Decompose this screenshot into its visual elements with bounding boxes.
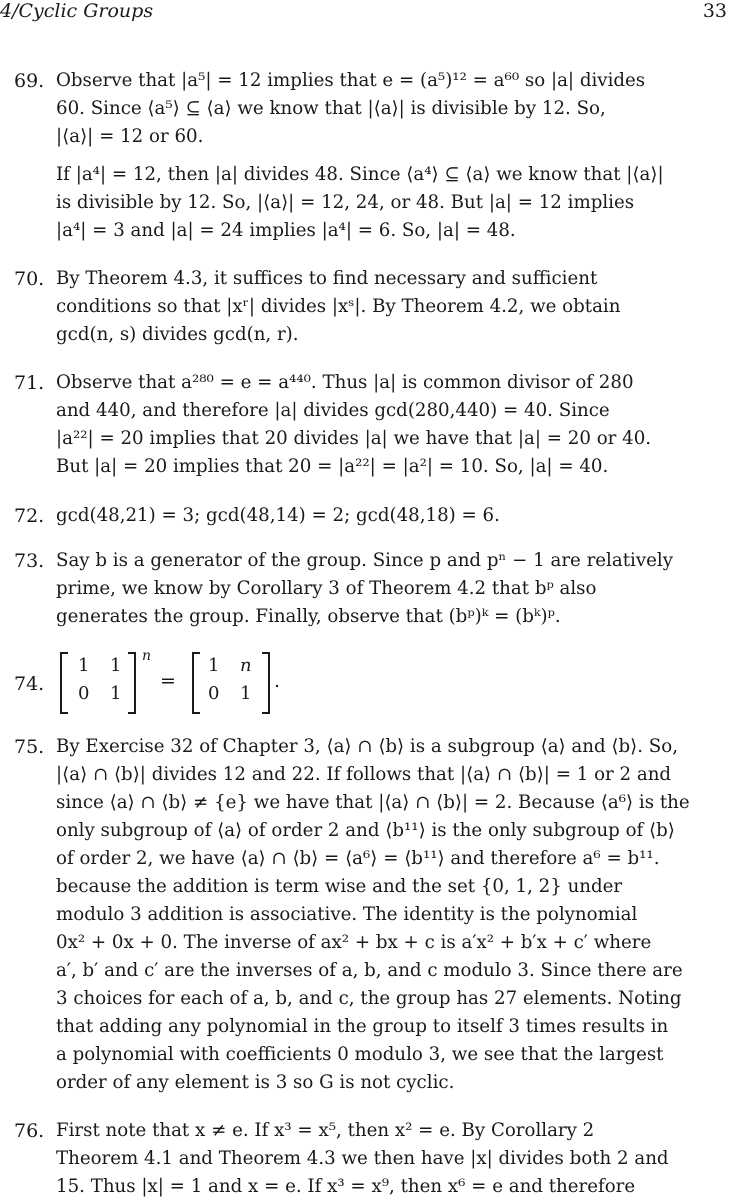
text-line: only subgroup of ⟨a⟩ of order 2 and ⟨b¹¹⟩ is the only subgroup of ⟨b⟩ [56, 820, 675, 841]
text-line: 15. Thus |x| = 1 and x = e. If x³ = x⁹, then x⁶ = e and therefore [56, 1176, 636, 1197]
text-line: conditions so that |xʳ| divides |xˢ|. By Theorem 4.2, we obtain [56, 296, 621, 317]
matrix-cell: 0 [78, 683, 90, 704]
exercise-number: 70. [14, 268, 45, 290]
text-line: because the addition is term wise and the set {0, 1, 2} under [56, 876, 623, 897]
text-line: Observe that |a⁵| = 12 implies that e = (a⁵)¹² = a⁶⁰ so |a| divides [56, 70, 646, 91]
text-line: 3 choices for each of a, b, and c, the group has 27 elements. Noting [56, 988, 682, 1009]
text-line: order of any element is 3 so G is not cyclic. [56, 1072, 455, 1093]
text-line: |a⁴| = 3 and |a| = 24 implies |a⁴| = 6. So, |a| = 48. [56, 220, 516, 241]
right-bracket [128, 652, 136, 714]
exercise-number: 73. [14, 550, 45, 572]
matrix-cell: 1 [110, 683, 122, 704]
text-line: But |a| = 20 implies that 20 = |a²²| = |a²| = 10. So, |a| = 40. [56, 456, 609, 477]
exercise-74 [0, 648, 729, 722]
matrix-cell: 1 [208, 655, 220, 676]
right-bracket [262, 652, 270, 714]
left-bracket [60, 652, 68, 714]
text-line: and 440, and therefore |a| divides gcd(280,440) = 40. Since [56, 400, 610, 421]
exercise-number: 76. [14, 1120, 45, 1142]
exercise-number: 69. [14, 70, 45, 92]
right-matrix [192, 652, 270, 712]
text-line: since ⟨a⟩ ∩ ⟨b⟩ ≠ {e} we have that |⟨a⟩ ∩ ⟨b⟩| = 2. Because ⟨a⁶⟩ is the [56, 792, 690, 813]
exercise-number: 74. [14, 673, 45, 695]
text-line: a polynomial with coefficients 0 modulo 3, we see that the largest [56, 1044, 664, 1065]
text-line: a′, b′ and c′ are the inverses of a, b, and c modulo 3. Since there are [56, 960, 683, 981]
text-line: |⟨a⟩ ∩ ⟨b⟩| divides 12 and 22. If follows that |⟨a⟩ ∩ ⟨b⟩| = 1 or 2 and [56, 764, 672, 785]
text-line: prime, we know by Corollary 3 of Theorem 4.2 that bᵖ also [56, 578, 597, 599]
text-line: modulo 3 addition is associative. The identity is the polynomial [56, 904, 638, 925]
exercise-number: 72. [14, 505, 45, 527]
matrix-cell: 1 [78, 655, 90, 676]
matrix-cell: 0 [208, 683, 220, 704]
text-line: generates the group. Finally, observe that (bᵖ)ᵏ = (bᵏ)ᵖ. [56, 606, 561, 627]
page-header [0, 0, 729, 26]
equals-sign: = [160, 670, 176, 692]
exercise-number: 71. [14, 372, 45, 394]
matrix-exponent: n [142, 648, 152, 664]
left-bracket [192, 652, 200, 714]
text-line: gcd(48,21) = 3; gcd(48,14) = 2; gcd(48,18) = 6. [56, 505, 500, 526]
text-line: gcd(n, s) divides gcd(n, r). [56, 324, 299, 345]
text-line: First note that x ≠ e. If x³ = x⁵, then x² = e. By Corollary 2 [56, 1120, 595, 1141]
text-line: 0x² + 0x + 0. The inverse of ax² + bx + c is a′x² + b′x + c′ where [56, 932, 652, 953]
text-line: By Exercise 32 of Chapter 3, ⟨a⟩ ∩ ⟨b⟩ is a subgroup ⟨a⟩ and ⟨b⟩. So, [56, 736, 678, 757]
matrix-cell: 1 [110, 655, 122, 676]
text-line: |⟨a⟩| = 12 or 60. [56, 126, 204, 147]
text-line: Theorem 4.1 and Theorem 4.3 we then have |x| divides both 2 and [56, 1148, 669, 1169]
text-line: that adding any polynomial in the group to itself 3 times results in [56, 1016, 669, 1037]
text-line: of order 2, we have ⟨a⟩ ∩ ⟨b⟩ = ⟨a⁶⟩ = ⟨b¹¹⟩ and therefore a⁶ = b¹¹. [56, 848, 660, 869]
text-line: If |a⁴| = 12, then |a| divides 48. Since ⟨a⁴⟩ ⊆ ⟨a⟩ we know that |⟨a⟩| [56, 164, 664, 185]
page-number: 33 [702, 0, 727, 22]
text-line: is divisible by 12. So, |⟨a⟩| = 12, 24, or 48. But |a| = 12 implies [56, 192, 635, 213]
text-line: Observe that a²⁸⁰ = e = a⁴⁴⁰. Thus |a| is common divisor of 280 [56, 372, 634, 393]
left-matrix [60, 652, 136, 712]
matrix-cell: n [240, 655, 252, 676]
matrix-cell: 1 [240, 683, 252, 704]
period: . [274, 670, 281, 692]
chapter-title: 4/Cyclic Groups [0, 0, 154, 22]
exercise-number: 75. [14, 736, 45, 758]
text-line: Say b is a generator of the group. Since p and pⁿ − 1 are relatively [56, 550, 673, 571]
text-line: |a²²| = 20 implies that 20 divides |a| we have that |a| = 20 or 40. [56, 428, 652, 449]
text-line: 60. Since ⟨a⁵⟩ ⊆ ⟨a⟩ we know that |⟨a⟩| is divisible by 12. So, [56, 98, 606, 119]
text-line: By Theorem 4.3, it suffices to find necessary and sufficient [56, 268, 598, 289]
